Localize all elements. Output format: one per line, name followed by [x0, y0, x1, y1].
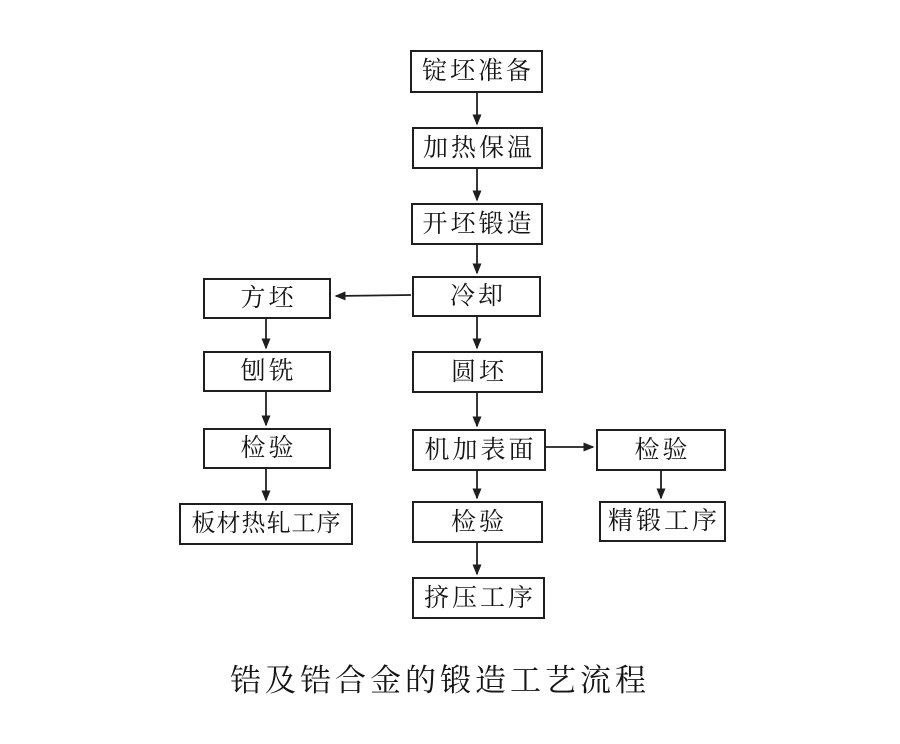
node-blooming-forging: 开坯锻造: [411, 203, 543, 245]
node-square-billet: 方坯: [203, 278, 331, 319]
node-inspection-center: 检验: [412, 501, 543, 543]
node-round-billet: 圆坯: [412, 351, 543, 393]
node-cooling: 冷却: [412, 276, 541, 317]
node-extrusion: 挤压工序: [412, 577, 545, 619]
node-plate-hot-rolling: 板材热轧工序: [179, 503, 353, 545]
node-ingot-preparation: 锭坯准备: [410, 50, 543, 93]
arrow-cooling-to-square: [336, 295, 411, 296]
node-inspection-right: 检验: [596, 429, 726, 471]
node-precision-forging: 精锻工序: [599, 501, 726, 542]
node-machining-surface: 机加表面: [412, 429, 546, 471]
node-planing-milling: 刨铣: [203, 351, 331, 392]
diagram-caption: 锆及锆合金的锻造工艺流程: [230, 663, 650, 698]
node-heating-holding: 加热保温: [412, 127, 543, 169]
node-inspection-left: 检验: [203, 428, 331, 469]
